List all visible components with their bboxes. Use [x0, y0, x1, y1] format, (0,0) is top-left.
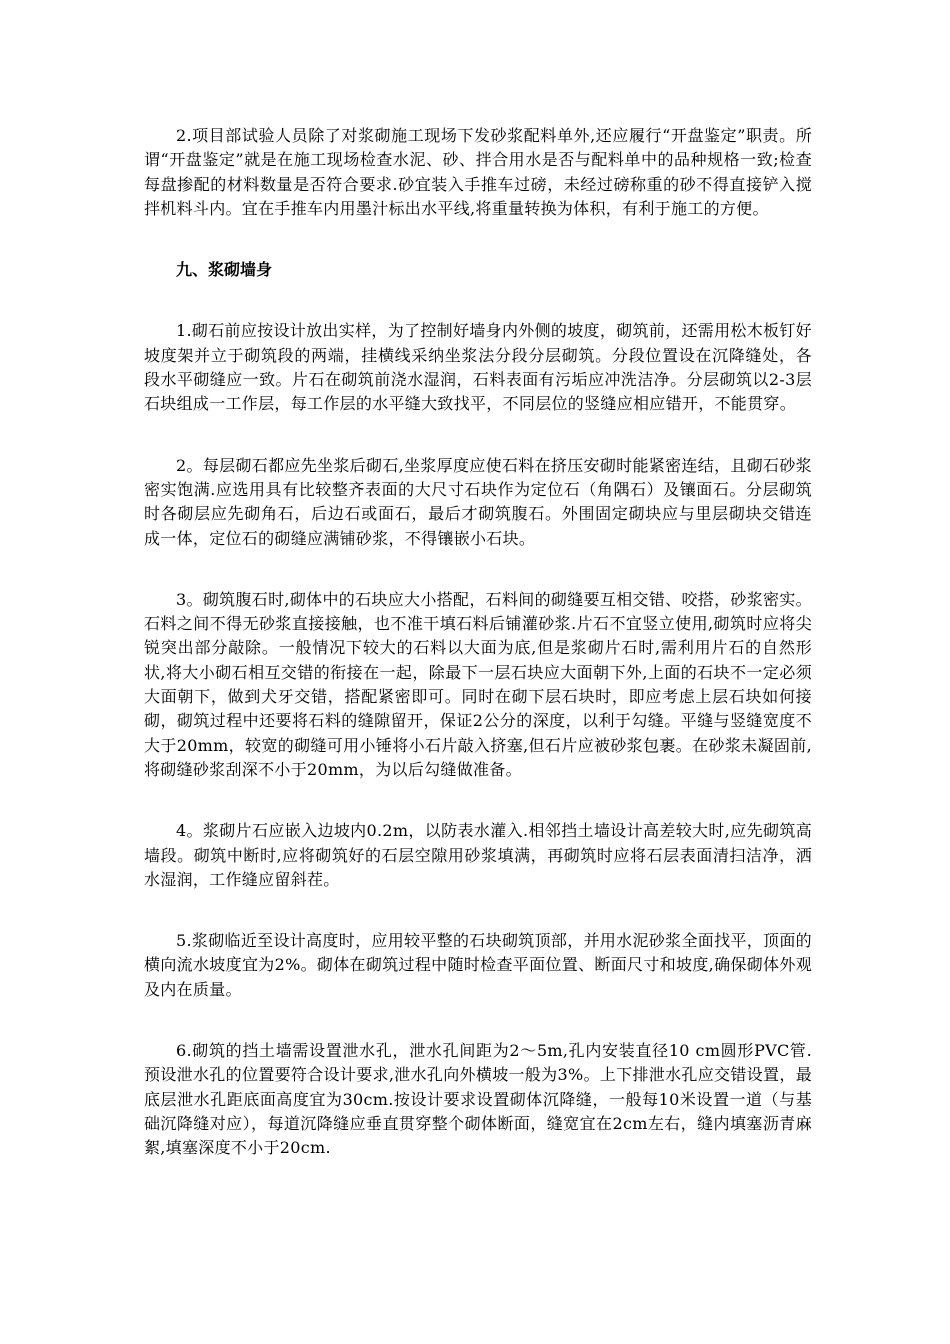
paragraph-gap	[144, 782, 812, 819]
document-page	[144, 124, 812, 1161]
paragraph-gap	[144, 221, 812, 258]
paragraph-gap	[144, 551, 812, 588]
paragraph-item-6: 6.砌筑的挡土墙需设置泄水孔，泄水孔间距为2～5m,孔内安装直径10 cm圆形PVC管.预设泄水孔的位置要符合设计要求,泄水孔向外横坡一般为3%。上下排泄水孔应交错设置，最底层泄水孔距底面高度宜为30cm.按设计要求设置砌体沉降缝，一般每10米设置一道（与基础沉降缝对应），每道沉降缝应垂直贯穿整个砌体断面，缝宽宜在2cm左右，缝内填塞沥青麻絮,填塞深度不小于20cm.	[144, 1041, 812, 1158]
paragraph-gap	[144, 417, 812, 454]
paragraph-gap	[144, 282, 812, 319]
paragraph-gap	[144, 1002, 812, 1039]
paragraph-mortar-inspection: 2.项目部试验人员除了对浆砌施工现场下发砂浆配料单外,还应履行“开盘鉴定”职责。所谓“开盘鉴定”就是在施工现场检查水泥、砂、拌合用水是否与配料单中的品种规格一致;检查每盘掺配的材料数量是否符合要求.砂宜装入手推车过磅，未经过磅称重的砂不得直接铲入搅拌机料斗内。宜在手推车内用墨汁标出水平线,将重量转换为体积，有利于施工的方便。	[144, 126, 812, 218]
paragraph-item-5: 5.浆砌临近至设计高度时，应用较平整的石块砌筑顶部，并用水泥砂浆全面找平，顶面的横向流水坡度宜为2%。砌体在砌筑过程中随时检查平面位置、断面尺寸和坡度,确保砌体外观及内在质量。	[144, 931, 812, 999]
paragraph-gap	[144, 892, 812, 929]
paragraph-item-4: 4。浆砌片石应嵌入边坡内0.2m，以防表水灌入.相邻挡土墙设计高差较大时,应先砌筑高墙段。砌筑中断时,应将砌筑好的石层空隙用砂浆填满，再砌筑时应将石层表面清扫洁净，洒水湿润，工作缝应留斜茬。	[144, 821, 812, 889]
section-heading-masonry-wall: 九、浆砌墙身	[176, 260, 273, 280]
paragraph-item-3: 3。砌筑腹石时,砌体中的石块应大小搭配，石料间的砌缝要互相交错、咬搭，砂浆密实。石料之间不得无砂浆直接接触，也不准干填石料后铺灌砂浆.片石不宜竖立使用,砌筑时应将尖锐突出部分敲除。一般情况下较大的石料以大面为底,但是浆砌片石时,需利用片石的自然形状,将大小砌石相互交错的衔接在一起，除最下一层石块应大面朝下外,上面的石块不一定必须大面朝下，做到犬牙交错，搭配紧密即可。同时在砌下层石块时，即应考虑上层石块如何接砌，砌筑过程中还要将石料的缝隙留开，保证2公分的深度，以利于勾缝。平缝与竖缝宽度不大于20mm，较宽的砌缝可用小锤将小石片敲入挤塞,但石片应被砂浆包裹。在砂浆未凝固前,将砌缝砂浆刮深不小于20mm，为以后勾缝做准备。	[144, 589, 812, 779]
paragraph-item-2: 2。每层砌石都应先坐浆后砌石,坐浆厚度应使石料在挤压安砌时能紧密连结，且砌石砂浆密实饱满.应选用具有比较整齐表面的大尺寸石块作为定位石（角隅石）及镶面石。分层砌筑时各砌层应先砌角石，后边石或面石，最后才砌筑腹石。外围固定砌块应与里层砌块交错连成一体，定位石的砌缝应满铺砂浆，不得镶嵌小石块。	[144, 455, 812, 548]
paragraph-item-1: 1.砌石前应按设计放出实样，为了控制好墙身内外侧的坡度，砌筑前，还需用松木板钉好坡度架并立于砌筑段的两端，挂横线采纳坐浆法分段分层砌筑。分段位置设在沉降缝处，各段水平砌缝应一致。片石在砌筑前浇水湿润，石料表面有污垢应冲洗洁净。分层砌筑以2-3层石块组成一工作层，每工作层的水平缝大致找平，不同层位的竖缝应相应错开，不能贯穿。	[144, 321, 812, 414]
